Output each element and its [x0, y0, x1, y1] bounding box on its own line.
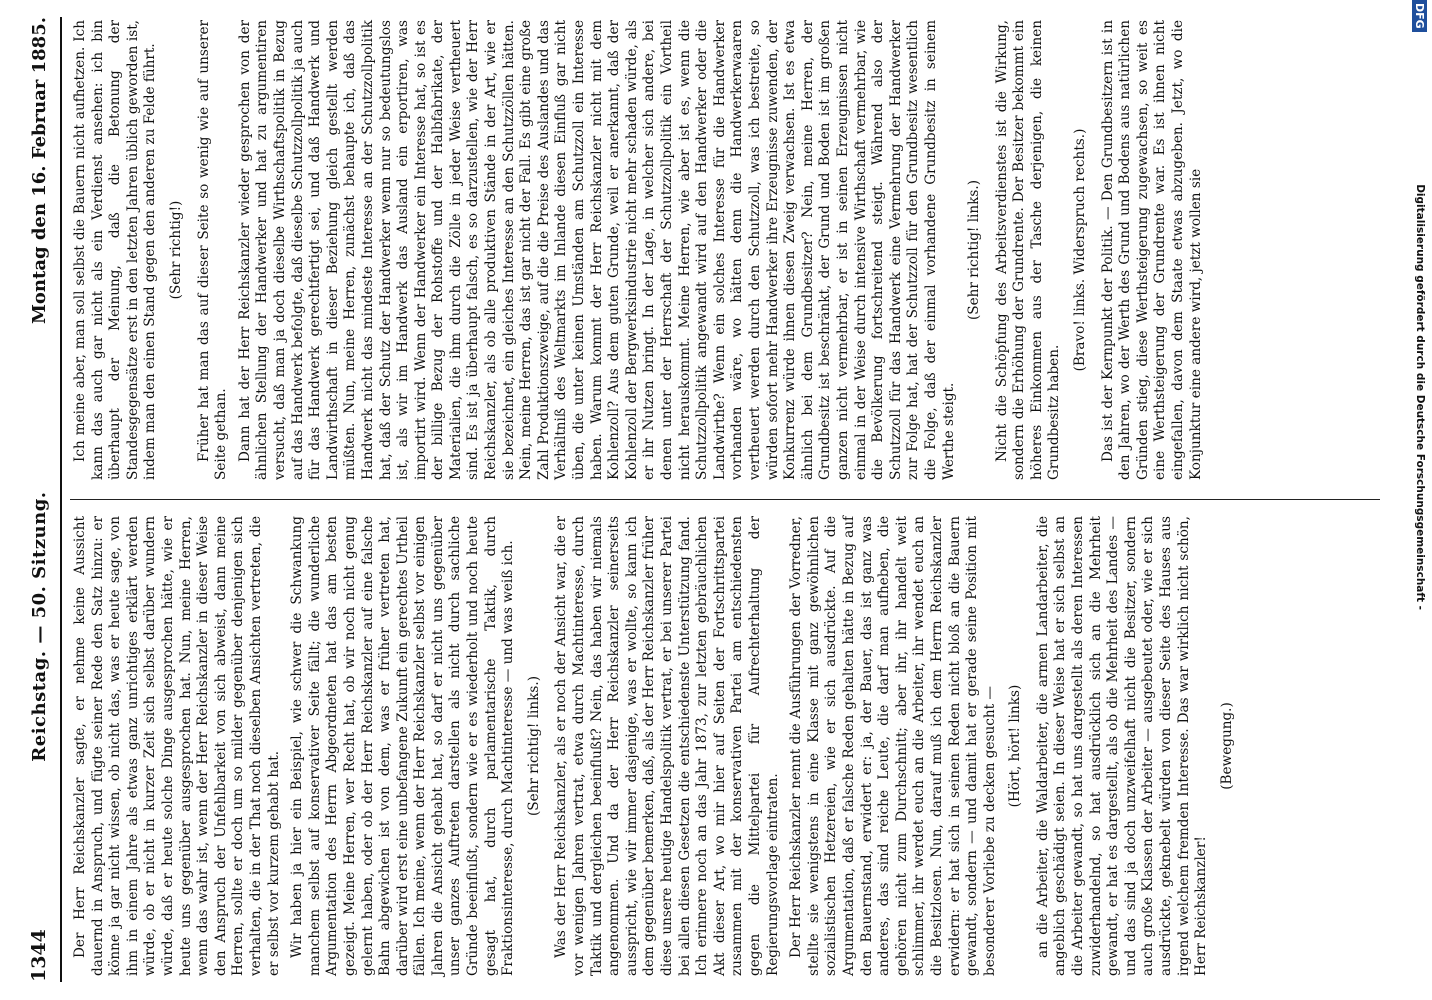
column-divider — [70, 499, 1380, 500]
interjection: (Sehr richtig!) — [167, 200, 184, 300]
paragraph: Dann hat der Herr Reichskanzler wieder gesprochen von der ähnlichen Stellung der Handwerker und hat zu argumentiren versucht, daß man ja doch dieselbe Wirthschaftspolitik in Bezug auf das Handwerk befolgte, daß dieselbe Schutzzollpolitik ja auch für das Handwerk gerechtfertigt sei, und daß Handwerk und Landwirthschaft in dieser Beziehung gleich gestellt werden müßten. Nun, meine Herren, zunächst behaupte ich, daß das Handwerk nicht das mindeste Interesse an der Schutzzollpolitik hat, daß der Schutz der Handwerker wenn nur so bedeutungslos ist, als wir im Handwerk das Ausland ein erportiren, was importirt wird. Wenn der Handwerker ein Interesse hat, so ist es der billige Bezug der Rohstoffe und der Halbfabrikate, der Materialien, die ihm durch die Zölle in jeder Weise vertheuert sind. Es ist ja überhaupt falsch, es so darzustellen, wie der Herr Reichskanzler, als ob alle produktiven Stände in der Art, wie er sie bezeichnet, ein gleiches Interesse an den Schutzzöllen hätten. Nein, meine Herren, das ist gar nicht der Fall. Es gibt eine große Zahl Produktionszweige, auf die die Preise des Auslandes und das Verhältniß des Weltmarkts im Inlande diesen Einfluß gar nicht üben, die unter keinen Umständen am Schutzzoll ein Interesse haben. Warum kommt der Herr Reichskanzler nicht mit dem Kohlenzoll? Aus dem guten Grunde, weil er anerkannt, daß der Kohlenzoll der Bergwerksindustrie nicht mehr schaden würde, als er ihr Nutzen bringt. In der Lage, in welcher sich andere, bei denen unter der Herrschaft der Schutzzollpolitik ein Vortheil nicht herauskommt. Meine Herren, wie aber ist es, wenn die Schutzzollpolitik angewandt wird auf den Handwerker oder die Landwirthe? Wenn ein solches Interesse für die Handwerker vorhanden wäre, wo hätten denn die Handwerkerwaaren vertheuert werden durch den Schutzzoll, was ich bestreite, so würden sofort mehr Handwerker ihre Erzeugnisse zuwenden, der Konkurrenz würde ihnen diesen Zweig verwachsen. Ist es etwa ähnlich bei dem Grundbesitzer? Nein, meine Herren, der Grundbesitz ist beschränkt, der Grund und Boden ist im großen ganzen nicht vermehrbar, er ist in seinen Erzeugnissen nicht einmal in der Weise durch intensive Wirthschaft vermehrbar, wie die Bevölkerung fortschreitend steigt. Während also der Schutzzoll für das Handwerk eine Vermehrung der Handwerker zur Folge hat, hat der Schutzzoll für den Grundbesitz wesentlich die Folge, daß der einmal vorhandene Grundbesitz in seinem Werthe steigt. — [236, 20, 957, 480]
interjection: (Sehr richtig! links.) — [525, 675, 542, 817]
right-column — [72, 20, 1211, 480]
header-rule — [60, 17, 62, 982]
dfg-logo-icon: DFG — [1413, 0, 1428, 32]
interjection: (Hört, hört! links) — [1007, 684, 1024, 808]
page-header — [20, 17, 58, 982]
paragraph: Was der Herr Reichskanzler, als er noch der Ansicht war, die er vor wenigen Jahren vertrat, etwa durch Machtinteresse, durch Taktik und dergleichen beeinflußt? Nein, das haben wir niemals angenommen. Und da der Herr Reichskanzler seinerseits ausspricht, wie wir immer dasjenige, was er wollte, so kann ich dem gegenüber bemerken, daß, als der Herr Reichskanzler früher diese unsere heutige Handelspolitik vertrat, er bei unserer Partei bei allen diesen Gesetzen die entschiedenste Unterstützung fand. Ich erinnere noch an das Jahr 1873, zur letzten gebräuchlichen Akt dieser Art, wo mir hier auf Seiten der Fortschrittspartei zusammen mit der konservativen Partei am entschiedensten gegen die Mittelpartei für Aufrechterhaltung der Regierungsvorlage eintraten. — [553, 516, 781, 976]
interjection: (Sehr richtig! links.) — [966, 179, 983, 321]
interjection: (Bewegung.) — [1218, 702, 1235, 790]
interjection: (Bravo! links. Widerspruch rechts.) — [1072, 128, 1089, 372]
paragraph: Das ist der Kernpunkt der Politik. — Den Grundbesitzern ist in den Jahren, wo der Werth des Grund und Bodens aus natürlichen Gründen stieg, diese Werthsteigerung zugewachsen, so weit es eine Werthsteigerung der Grundrente war. Es ist ihnen nicht eingefallen, davon dem Staate etwas abzugeben. Jetzt, wo die Konjunktur eine andere wird, jetzt wollen sie — [1099, 20, 1204, 480]
left-column — [72, 516, 1246, 976]
paragraph: Der Herr Reichskanzler sagte, er nehme keine Aussicht dauernd in Anspruch, und fügte seiner Rede den Satz hinzu: er könne ja gar nicht wissen, ob nicht das, was er heute sage, von ihm in einem Jahre als etwas ganz unrichtiges erklärt werden würde, ob er nicht in kurzer Zeit sich selbst darüber wundern würde, daß er heute solche Dinge ausgesprochen hätte, wie er heute uns gegenüber ausgesprochen hat. Nun, meine Herren, wenn das wahr ist, wenn der Herr Reichskanzler in dieser Weise den Anspruch der Unfehlbarkeit von sich abweist, dann meine Herren, sollte er doch um so milder gegenüber denjenigen sich verhalten, die in der That noch dieselben Ansichten vertreten, die er selbst vor kurzem gehabt hat. — [72, 516, 282, 976]
paragraph: an die Arbeiter, die Waldarbeiter, die armen Landarbeiter, die angeblich geschädigt seien. In dieser Weise hat er sich selbst an die Arbeiter gewandt, so hat uns dargestellt als deren Interessen zuwiderhandelnd, so hat ausdrücklich sich an die Mehrheit gewandt, er hat es dargestellt, als ob die Mehrheit des Landes — und das sind ja doch unzweifelhaft nicht die Besitzer, sondern auch große Klassen der Arbeiter — ausgebeutet oder, wie er sich ausdrückte, geknebelt würden von dieser Seite des Hauses aus irgend welchem fremden Interesse. Das war wirklich nicht schön, Herr Reichskanzler! — [1034, 516, 1210, 976]
dfg-watermark-text — [1408, 30, 1432, 610]
session-date: Montag den 16. Februar 1885. — [28, 17, 50, 325]
paragraph: Der Herr Reichskanzler nennt die Ausführungen der Vorredner, stellte sie wenigstens in eine Klasse mit ganz gewöhnlichen sozialistischen Hetzereien, wie er sich ausdrückte. Auf die Argumentation, daß er falsche Reden gehalten hätte in Bezug auf den Bauernstand, erwidert er: ja, der Bauer, das ist ganz was anderes, das sind reiche Leute, die darf man aufheben, die gehören nicht zum Durchschnitt; aber ihr, ihr handelt weit schlimmer, ihr werdet euch an die Arbeiter, ihr wendet euch an die Besitzlosen. Nun, darauf muß ich dem Herrn Reichskanzler erwidern: er hat sich in seinen Reden nicht bloß an die Bauern gewandt, sondern — und damit hat er gerade seine Position mit besonderer Vorliebe zu decken gesucht — — [788, 516, 998, 976]
paragraph: Nicht die Schöpfung des Arbeitsverdienstes ist die Wirkung, sondern die Erhöhung der Grundrente. Der Besitzer bekommt ein höheres Einkommen aus der Tasche derjenigen, die keinen Grundbesitz haben. — [993, 20, 1063, 480]
page-number: 1344 — [28, 929, 50, 982]
paragraph: Wir haben ja hier ein Beispiel, wie schwer die Schwankung manchem selbst auf konservativer Seite fällt; die wunderliche Argumentation des Herrn Abgeordneten hat das am besten gezeigt. Meine Herren, wer Recht hat, ob wir noch nicht genug gelernt haben, oder ob der Herr Reichskanzler auf eine falsche Bahn abgewichen ist von dem, was er früher vertreten hat, darüber wird erst eine unbefangene Zukunft ein gerechtes Urtheil fällen. Ich meine, wenn der Herr Reichskanzler selbst vor einigen Jahren die Ansicht gehabt hat, so darf er nicht uns gegenüber unser ganzes Auftreten darstellen als nicht durch sachliche Gründe beeinflußt, sondern wie er es wiederholt und noch heute gesagt hat, durch parlamentarische Taktik, durch Fraktionsinteresse, durch Machtinteresse — und was weiß ich. — [289, 516, 517, 976]
dfg-credit: Digitalisierung gefördert durch die Deutsche Forschungsgemeinschaft - — [1414, 184, 1426, 610]
paragraph: Ich meine aber, man soll selbst die Bauern nicht aufhetzen. Ich kann das auch gar nicht als ein Verdienst ansehen: ich bin überhaupt der Meinung, daß die Betonung der Standesgegensätze erst in den letzten Jahren üblich geworden ist, indem man den einen Stand gegen den anderen zu Felde führt. — [72, 20, 159, 480]
session-title: Reichstag. — 50. Sitzung. — [28, 491, 50, 762]
paragraph: Früher hat man das auf dieser Seite so wenig wie auf unserer Seite gethan. — [195, 20, 230, 480]
